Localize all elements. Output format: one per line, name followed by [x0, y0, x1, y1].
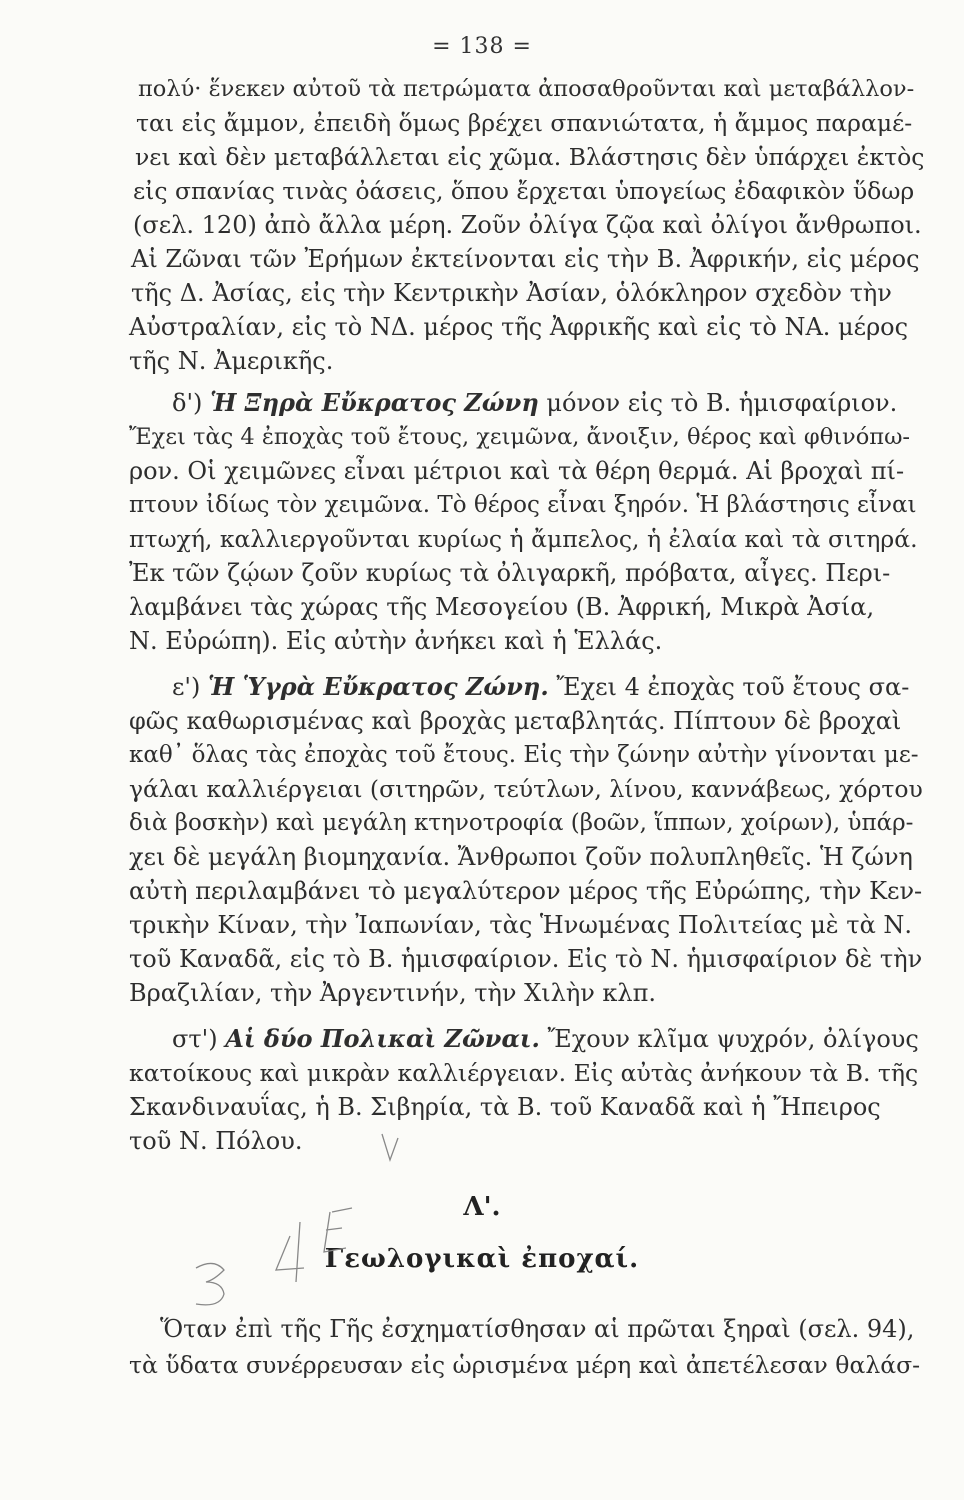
section-label: στ') [172, 1025, 218, 1053]
pencil-tick [382, 1134, 398, 1160]
text-line: Ἐκ τῶν ζῴων ζοῦν κυρίως τὰ ὀλιγαρκῆ, πρόβατα, αἶγες. Περι- [129, 559, 891, 587]
section-title: Ἡ Ξηρὰ Εὔκρατος Ζώνη [210, 388, 539, 417]
text-line: λαμβάνει τὰς χώρας τῆς Μεσογείου (Β. Ἀφρική, Μικρὰ Ἀσία, [129, 593, 875, 621]
text-line: κατοίκους καὶ μικρὰν καλλιέργειαν. Εἰς αὐτὰς ἀνήκουν τὰ Β. τῆς [129, 1059, 919, 1087]
text-line: (σελ. 120) ἀπὸ ἄλλα μέρη. Ζοῦν ὀλίγα ζῷα καὶ ὀλίγοι ἄνθρωποι. [133, 211, 922, 239]
section-label: δ') [172, 389, 203, 417]
section-label: ε') [172, 673, 201, 701]
text-line: Βραζιλίαν, τὴν Ἀργεντινήν, τὴν Χιλὴν κλπ. [129, 979, 657, 1007]
text-line: Αὐστραλίαν, εἰς τὸ ΝΔ. μέρος τῆς Ἀφρικῆς καὶ εἰς τὸ ΝΑ. μέρος [129, 313, 909, 341]
text-line: διὰ βοσκὴν) καὶ μεγάλη κτηνοτροφία (βοῶν, ἵππων, χοίρων), ὑπάρ- [129, 810, 914, 836]
text-line: Ὅταν ἐπὶ τῆς Γῆς ἐσχηματίσθησαν αἱ πρῶται ξηραὶ (σελ. 94), [160, 1315, 915, 1343]
section-title: Αἱ δύο Πολικαὶ Ζῶναι. [225, 1024, 540, 1053]
text-line: Αἱ Ζῶναι τῶν Ἐρήμων ἐκτείνονται εἰς τὴν Β. Ἀφρικήν, εἰς μέρος [131, 245, 920, 273]
text-line: πτουν ἰδίως τὸν χειμῶνα. Τὸ θέρος εἶναι ξηρόν. Ἡ βλάστησις εἶναι [129, 492, 917, 518]
text-line: πολύ· ἕνεκεν αὐτοῦ τὰ πετρώματα ἀποσαθροῦνται καὶ μεταβάλλον- [138, 76, 915, 102]
text-line: φῶς καθωρισμένας καὶ βροχὰς μεταβλητάς. Πίπτουν δὲ βροχαὶ [129, 707, 902, 735]
text-line: Ἔχει τὰς 4 ἐποχὰς τοῦ ἔτους, χειμῶνα, ἄνοιξιν, θέρος καὶ φθινόπω- [129, 424, 911, 450]
text-line: ρον. Οἱ χειμῶνες εἶναι μέτριοι καὶ τὰ θέρη θερμά. Αἱ βροχαὶ πί- [129, 457, 905, 485]
text-line: τοῦ Καναδᾶ, εἰς τὸ Β. ἡμισφαίριον. Εἰς τὸ Ν. ἡμισφαίριον δὲ τὴν [129, 945, 923, 973]
text-line: εἰς σπανίας τινὰς ὀάσεις, ὅπου ἔρχεται ὑπογείως ἐδαφικὸν ὕδωρ [133, 177, 915, 205]
pencil-4 [276, 1222, 304, 1282]
text-line: ται εἰς ἄμμον, ἐπειδὴ ὅμως βρέχει σπανιώτατα, ἡ ἄμμος παραμέ- [136, 109, 913, 137]
text-line: τρικὴν Κίναν, τὴν Ἰαπωνίαν, τὰς Ἡνωμένας Πολιτείας μὲ τὰ Ν. [129, 911, 913, 939]
chapter-letter: Λ'. [463, 1192, 501, 1222]
section-text: Ἔχουν κλῖμα ψυχρόν, ὀλίγους [547, 1025, 919, 1053]
text-line: Ν. Εὐρώπη). Εἰς αὐτὴν ἀνήκει καὶ ἡ Ἑλλάς. [129, 627, 663, 655]
section-text: μόνον εἰς τὸ Β. ἡμισφαίριον. [546, 389, 898, 417]
pencil-3 [196, 1263, 224, 1304]
page-number: = 138 = [432, 34, 532, 59]
text-line: τῆς Ν. Ἀμερικῆς. [129, 347, 334, 375]
text-line: τῆς Δ. Ἀσίας, εἰς τὴν Κεντρικὴν Ἀσίαν, ὁλόκληρον σχεδὸν τὴν [131, 279, 892, 307]
text-line: τὰ ὕδατα συνέρρευσαν εἰς ὡρισμένα μέρη καὶ ἀπετέλεσαν θαλάσ- [129, 1351, 921, 1379]
text-line: χει δὲ μεγάλη βιομηχανία. Ἄνθρωποι ζοῦν πολυπληθεῖς. Ἡ ζώνη [129, 843, 913, 871]
pencil-e [324, 1208, 352, 1252]
text-line: Σκανδιναυΐας, ἡ Β. Σιβηρία, τὰ Β. τοῦ Καναδᾶ καὶ ἡ Ἤπειρος [129, 1093, 881, 1121]
text-line: καθ᾽ ὅλας τὰς ἐποχὰς τοῦ ἔτους. Εἰς τὴν ζώνην αὐτὴν γίνονται με- [129, 742, 919, 768]
section-title: Ἡ Ὑγρὰ Εὔκρατος Ζώνη. [208, 672, 549, 701]
text-line: γάλαι καλλιέργειαι (σιτηρῶν, τεύτλων, λίνου, καννάβεως, χόρτου [129, 775, 923, 803]
section-text: Ἔχει 4 ἐποχὰς τοῦ ἔτους σα- [556, 673, 910, 701]
text-line: αὐτὴ περιλαμβάνει τὸ μεγαλύτερον μέρος τῆς Εὐρώπης, τὴν Κεν- [129, 877, 923, 905]
text-line: νει καὶ δὲν μεταβάλλεται εἰς χῶμα. Βλάστησις δὲν ὑπάρχει ἐκτὸς [135, 143, 925, 171]
text-line: τοῦ Ν. Πόλου. [129, 1127, 303, 1155]
chapter-title: Γεωλογικαὶ ἐποχαί. [324, 1244, 640, 1274]
text-line: πτωχή, καλλιεργοῦνται κυρίως ἡ ἄμπελος, ἡ ἐλαία καὶ τὰ σιτηρά. [129, 525, 918, 553]
